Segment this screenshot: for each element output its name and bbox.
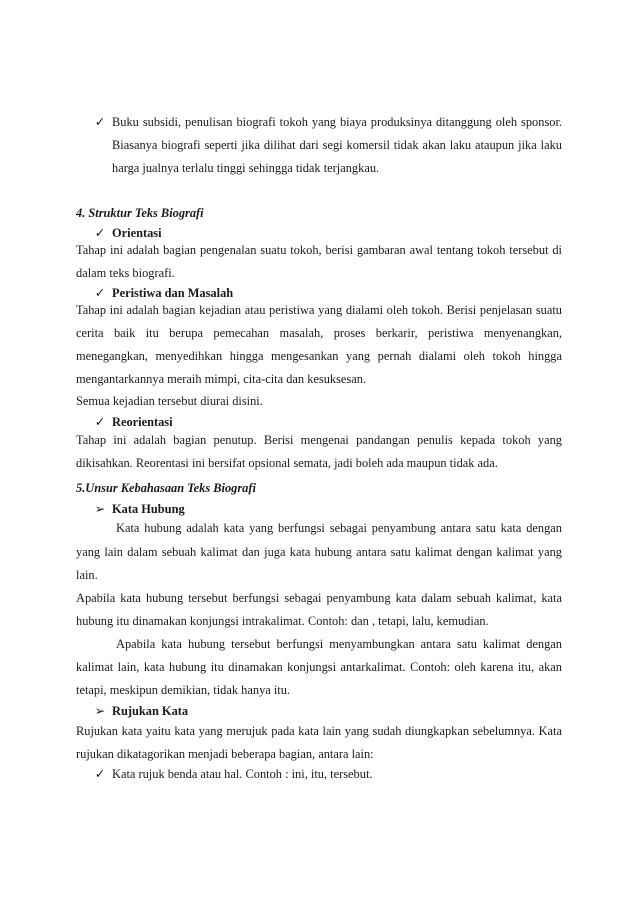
reorientasi-line-2: dikisahkan. Reorentasi ini bersifat opsional semata, jadi boleh ada maupun tidak ada. (76, 456, 498, 470)
kata-hubung-title: Kata Hubung (112, 502, 185, 516)
peristiwa-line-2: cerita baik itu berupa pemecahan masalah, proses berkarir, peristiwa menyenangkan, (76, 326, 562, 340)
subsidi-line-3: harga jualnya terlalu tinggi sehingga tidak terjangkau. (112, 161, 380, 175)
rujukan-kata-bullet-1: Kata rujuk benda atau hal. Contoh : ini, itu, tersebut. (112, 767, 373, 781)
kata-hubung-p1-line-1: Kata hubung adalah kata yang berfungsi sebagai penyambung antara satu kata dengan (116, 521, 562, 535)
checkmark-icon: ✓ (94, 415, 106, 429)
peristiwa-line-5: Semua kejadian tersebut diurai disini. (76, 394, 263, 408)
kata-hubung-p1-line-3: lain. (76, 568, 98, 582)
rujukan-kata-title: Rujukan Kata (112, 704, 189, 718)
checkmark-icon: ✓ (94, 226, 106, 240)
rujukan-kata-line-1: Rujukan kata yaitu kata yang merujuk pada kata lain yang sudah diungkapkan sebelumnya. Kata (76, 724, 562, 738)
arrow-bullet-icon: ➢ (94, 502, 106, 516)
kata-hubung-p3-line-1: Apabila kata hubung tersebut berfungsi menyambungkan antara satu kalimat dengan (116, 637, 562, 651)
checkmark-icon: ✓ (94, 767, 106, 781)
section-5-heading: 5.Unsur Kebahasaan Teks Biografi (76, 481, 256, 495)
kata-hubung-p3-line-3: tetapi, meskipun demikian, tidak hanya itu. (76, 683, 291, 697)
kata-hubung-p1-line-2: yang lain dalam sebuah kalimat dan juga kata hubung antara satu kalimat dengan kalimat yang (76, 545, 562, 559)
rujukan-kata-line-2: rujukan dikatagorikan menjadi beberapa bagian, antara lain: (76, 747, 374, 761)
subsidi-line-1: Buku subsidi, penulisan biografi tokoh yang biaya produksinya ditanggung oleh sponsor. (112, 115, 562, 129)
arrow-bullet-icon: ➢ (94, 704, 106, 718)
peristiwa-title: Peristiwa dan Masalah (112, 286, 234, 300)
subsidi-line-2: Biasanya biografi seperti jika dilihat dari segi komersil tidak akan laku ataupun jika laku (112, 138, 562, 152)
section-4-heading: 4. Struktur Teks Biografi (76, 206, 204, 220)
orientasi-title: Orientasi (112, 226, 162, 240)
peristiwa-line-4: mengantarkannya meraih mimpi, cita-cita dan kesuksesan. (76, 372, 367, 386)
checkmark-icon: ✓ (94, 115, 106, 129)
reorientasi-title: Reorientasi (112, 415, 173, 429)
peristiwa-line-3: menegangkan, menyedihkan hingga mengesankan yang pernah dialami oleh tokoh hingga (76, 349, 562, 363)
orientasi-line-2: dalam teks biografi. (76, 266, 175, 280)
kata-hubung-p3-line-2: kalimat lain, kata hubung itu dinamakan konjungsi antarkalimat. Contoh: oleh karena itu, akan (76, 660, 562, 674)
checkmark-icon: ✓ (94, 286, 106, 300)
kata-hubung-p2-line-2: hubung itu dinamakan konjungsi intrakalimat. Contoh: dan , tetapi, lalu, kemudian. (76, 614, 489, 628)
kata-hubung-p2-line-1: Apabila kata hubung tersebut berfungsi sebagai penyambung kata dalam sebuah kalimat, kata (76, 591, 562, 605)
peristiwa-line-1: Tahap ini adalah bagian kejadian atau peristiwa yang dialami oleh tokoh. Berisi penjelasan suatu (76, 303, 562, 317)
orientasi-line-1: Tahap ini adalah bagian pengenalan suatu tokoh, berisi gambaran awal tentang tokoh tersebut di (76, 243, 562, 257)
reorientasi-line-1: Tahap ini adalah bagian penutup. Berisi mengenai pandangan penulis kepada tokoh yang (76, 433, 562, 447)
